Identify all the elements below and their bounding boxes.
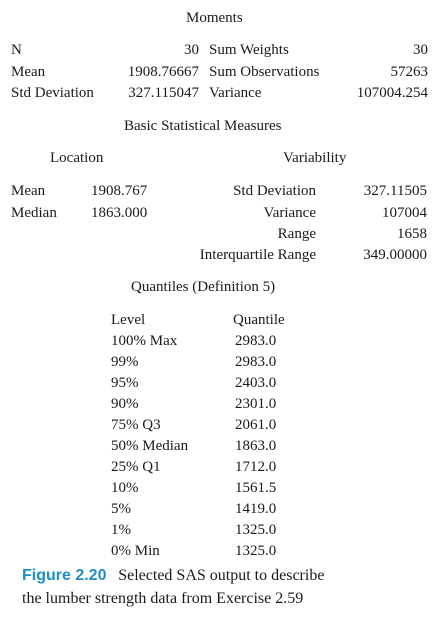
quantile-value: 1863.0 — [235, 438, 277, 454]
moments-variance-value: 107004.254 — [356, 85, 428, 101]
quantiles-level-header: Level — [111, 312, 146, 328]
location-mean-label: Mean — [11, 183, 46, 199]
quantiles-quantile-header: Quantile — [233, 312, 285, 328]
caption-line2: the lumber strength data from Exercise 2.59 — [22, 590, 304, 607]
moments-sum-observations-label: Sum Observations — [209, 64, 320, 80]
quantile-value: 1325.0 — [235, 543, 277, 559]
moments-sum-observations-value: 57263 — [390, 64, 428, 80]
moments-variance-label: Variance — [209, 85, 262, 101]
variability-range-label: Range — [277, 226, 316, 242]
moments-sum-weights-value: 30 — [413, 42, 428, 58]
quantile-value: 1712.0 — [235, 459, 277, 475]
moments-sum-weights-label: Sum Weights — [209, 42, 289, 58]
figure-label: Figure 2.20 — [22, 567, 107, 584]
location-median-value: 1863.000 — [91, 205, 148, 221]
moments-n-label: N — [11, 42, 22, 58]
quantile-value: 2061.0 — [235, 417, 277, 433]
quantile-value: 2301.0 — [235, 396, 277, 412]
moments-std-label: Std Deviation — [11, 85, 94, 101]
moments-title: Moments — [186, 10, 243, 26]
basic-title: Basic Statistical Measures — [124, 118, 282, 134]
variability-range-value: 1658 — [397, 226, 427, 242]
quantile-level: 0% Min — [111, 543, 160, 559]
quantiles-title: Quantiles (Definition 5) — [131, 279, 276, 295]
quantile-level: 1% — [111, 522, 131, 538]
moments-mean-label: Mean — [11, 64, 46, 80]
quantile-level: 95% — [111, 375, 139, 391]
moments-std-value: 327.115047 — [128, 85, 199, 101]
quantile-level: 25% Q1 — [111, 459, 161, 475]
caption-line1: Selected SAS output to describe — [118, 567, 325, 584]
figure-caption — [22, 568, 324, 584]
location-median-label: Median — [11, 205, 57, 221]
moments-n-value: 30 — [184, 42, 199, 58]
quantile-level: 99% — [111, 354, 139, 370]
location-header: Location — [50, 150, 104, 166]
variability-header: Variability — [283, 150, 347, 166]
quantile-value: 1419.0 — [235, 501, 277, 517]
quantile-value: 2983.0 — [235, 354, 277, 370]
moments-mean-value: 1908.76667 — [127, 64, 199, 80]
quantile-level: 50% Median — [111, 438, 189, 454]
quantile-value: 1561.5 — [235, 480, 277, 496]
variability-variance-label: Variance — [263, 205, 316, 221]
quantile-level: 10% — [111, 480, 139, 496]
quantile-value: 1325.0 — [235, 522, 277, 538]
quantile-level: 100% Max — [111, 333, 178, 349]
quantile-level: 75% Q3 — [111, 417, 161, 433]
quantile-value: 2983.0 — [235, 333, 277, 349]
location-mean-value: 1908.767 — [91, 183, 148, 199]
quantile-level: 90% — [111, 396, 139, 412]
variability-std-label: Std Deviation — [233, 183, 316, 199]
variability-iqr-value: 349.00000 — [363, 247, 427, 263]
quantile-value: 2403.0 — [235, 375, 277, 391]
quantile-level: 5% — [111, 501, 131, 517]
variability-variance-value: 107004 — [382, 205, 427, 221]
variability-iqr-label: Interquartile Range — [199, 247, 316, 263]
variability-std-value: 327.11505 — [363, 183, 427, 199]
